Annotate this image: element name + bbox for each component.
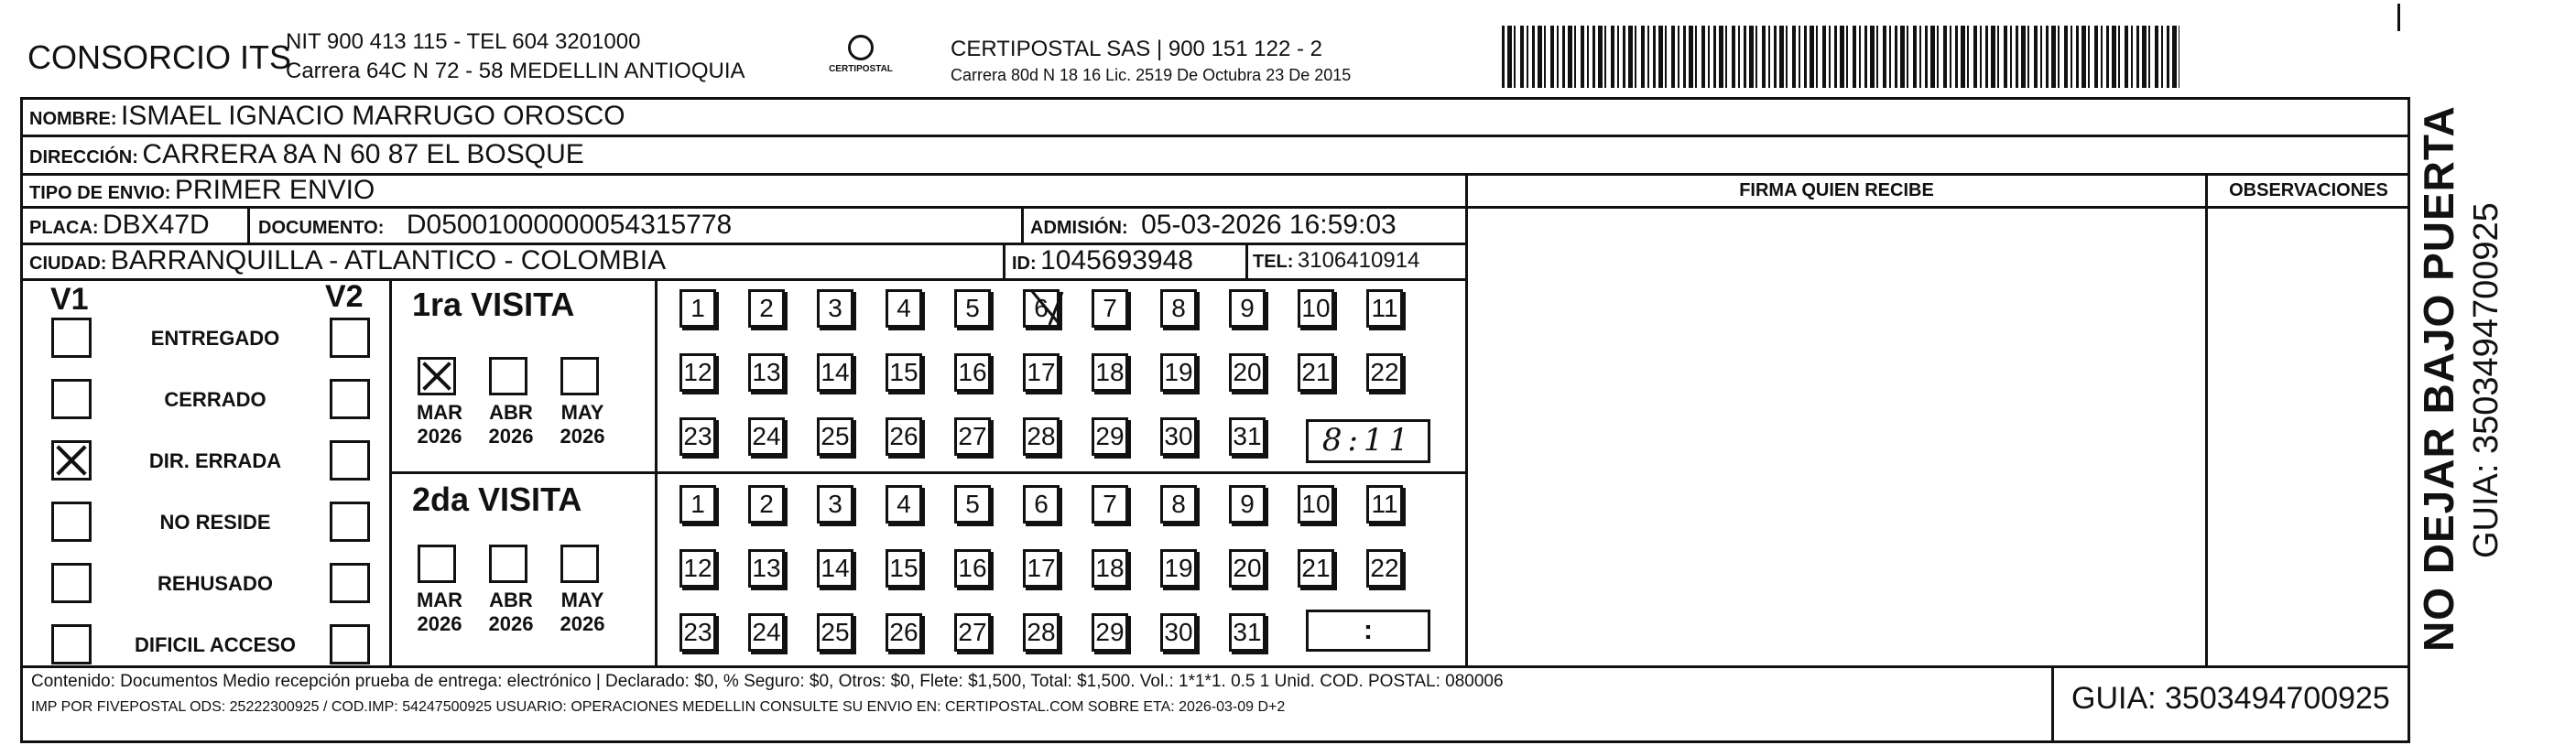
visit1-time-box: [1306, 419, 1430, 463]
day-box: [1298, 485, 1334, 524]
day-number: 4: [897, 490, 911, 518]
carrier-logo-icon: [848, 35, 874, 60]
visit1-time: 8:11: [1321, 422, 1415, 459]
admission-label: ADMISIÓN:: [1030, 218, 1128, 238]
status-label: CERRADO: [164, 388, 266, 411]
day-number: 5: [965, 490, 980, 518]
status-v2-checkbox: [330, 624, 370, 664]
day-box: [886, 549, 922, 588]
day-box: [1229, 485, 1266, 524]
day-number: 20: [1233, 554, 1262, 582]
name-label: NOMBRE:: [29, 109, 117, 129]
day-box: [1229, 353, 1266, 392]
day-number: 23: [683, 618, 712, 646]
day-number: 17: [1027, 554, 1056, 582]
day-box: [1366, 353, 1403, 392]
month-year: 2026: [560, 425, 605, 448]
document-field: [258, 207, 732, 243]
day-number: 21: [1301, 358, 1331, 386]
month-year: 2026: [417, 612, 462, 635]
barcode: [1502, 26, 2179, 88]
plate-field: [29, 207, 210, 243]
day-number: 25: [821, 618, 850, 646]
day-number: 10: [1301, 490, 1331, 518]
day-number: 12: [683, 358, 712, 386]
day-number: 29: [1095, 618, 1125, 646]
day-box: [1366, 289, 1403, 328]
city-field: [29, 243, 666, 278]
carrier-name: CERTIPOSTAL SAS | 900 151 122 - 2: [951, 37, 1322, 61]
status-v1-checkbox: [51, 624, 92, 664]
day-box: [679, 289, 716, 328]
day-number: 15: [889, 554, 918, 582]
row-divider: [20, 278, 1467, 281]
send-type-row: [29, 174, 375, 207]
day-box: [886, 417, 922, 456]
day-box: [1023, 417, 1060, 456]
status-label: ENTREGADO: [150, 327, 280, 350]
company-name: CONSORCIO ITS: [27, 38, 292, 76]
day-box: [1298, 353, 1334, 392]
day-box: [1092, 613, 1128, 652]
cell-divider: [1021, 206, 1024, 243]
day-box: [817, 485, 853, 524]
day-box: [679, 485, 716, 524]
month-checkbox: [418, 545, 456, 583]
day-number: 7: [1103, 490, 1117, 518]
day-box: [817, 353, 853, 392]
day-box: [886, 289, 922, 328]
cell-divider: [247, 206, 250, 243]
day-box: [1160, 485, 1197, 524]
id-field: [1012, 243, 1193, 278]
day-number: 19: [1164, 554, 1193, 582]
day-number: 24: [752, 422, 781, 450]
footer-guide-divider: [2051, 665, 2054, 742]
visit2-time: :: [1364, 615, 1373, 645]
day-number: 6: [1034, 490, 1049, 518]
visit2-title: 2da VISITA: [412, 481, 582, 518]
day-box: [1298, 549, 1334, 588]
tel-value: 3106410914: [1297, 248, 1420, 273]
day-box: [1160, 289, 1197, 328]
city-value: BARRANQUILLA - ATLANTICO - COLOMBIA: [110, 245, 667, 275]
day-number: 30: [1164, 422, 1193, 450]
recipient-address: CARRERA 8A N 60 87 EL BOSQUE: [142, 139, 584, 169]
signature-column-left: [1465, 173, 1468, 667]
day-box: [679, 353, 716, 392]
day-number: 27: [958, 422, 987, 450]
status-v1-checkbox: [51, 379, 92, 419]
status-v1-checkbox: [51, 502, 92, 542]
day-box: [748, 289, 785, 328]
month-year: 2026: [560, 612, 605, 635]
id-value: 1045693948: [1040, 245, 1193, 275]
id-label: ID:: [1012, 254, 1037, 274]
day-number: 11: [1371, 294, 1398, 322]
day-box: [886, 613, 922, 652]
day-number: 16: [958, 358, 987, 386]
visit2-time-box: [1306, 610, 1430, 652]
observations-column-left: [2205, 173, 2208, 667]
status-label: REHUSADO: [158, 572, 273, 595]
side-notice: NO DEJAR BAJO PUERTA: [2415, 105, 2462, 652]
tel-field: [1253, 243, 1419, 278]
day-box: [1229, 417, 1266, 456]
month-label: ABR: [489, 589, 533, 611]
month-label: MAR: [416, 401, 463, 424]
month-checkbox: [489, 545, 527, 583]
send-type: PRIMER ENVIO: [174, 175, 375, 205]
check-mark-icon: [54, 443, 89, 478]
day-number: 20: [1233, 358, 1262, 386]
day-box: [817, 289, 853, 328]
document-value: D05001000000054315778: [406, 210, 733, 240]
day-box: [1092, 353, 1128, 392]
day-box: [954, 613, 991, 652]
day-number: 9: [1240, 294, 1255, 322]
month-year: 2026: [488, 612, 534, 635]
day-mark-icon: [1022, 283, 1073, 334]
visit1-title: 1ra VISITA: [412, 286, 575, 323]
day-box: [1023, 549, 1060, 588]
day-number: 19: [1164, 358, 1193, 386]
day-box: [1092, 549, 1128, 588]
day-number: 14: [821, 358, 850, 386]
day-number: 18: [1095, 358, 1125, 386]
status-v2-checkbox: [330, 502, 370, 542]
day-box: [886, 353, 922, 392]
day-number: 22: [1370, 554, 1399, 582]
day-number: 23: [683, 422, 712, 450]
day-number: 13: [752, 554, 781, 582]
admission-field: [1030, 207, 1397, 243]
month-checkbox: [560, 545, 599, 583]
day-box: [1023, 353, 1060, 392]
day-box: [748, 417, 785, 456]
day-number: 14: [821, 554, 850, 582]
day-number: 24: [752, 618, 781, 646]
footer-content-line: Contenido: Documentos Medio recepción prueba de entrega: electrónico | Declarado: $0, % Seguro: $0, Otros: $0, Flete: $1,500, Total: $1,500. Vol.: 1*1*1. 0.5 1 Unid. COD. POSTAL: 080006: [31, 672, 1504, 691]
carrier-address: Carrera 80d N 18 16 Lic. 2519 De Octubra 23 De 2015: [951, 66, 1352, 84]
day-number: 29: [1095, 422, 1125, 450]
day-box: [748, 353, 785, 392]
carrier-logo: [829, 35, 893, 92]
company-address: Carrera 64C N 72 - 58 MEDELLIN ANTIOQUIA: [286, 59, 745, 83]
day-box: [954, 485, 991, 524]
status-label: NO RESIDE: [159, 511, 271, 534]
day-number: 8: [1171, 294, 1186, 322]
month-label: ABR: [489, 401, 533, 424]
status-v2-checkbox: [330, 563, 370, 603]
day-number: 13: [752, 358, 781, 386]
day-box: [1092, 485, 1128, 524]
day-number: 22: [1370, 358, 1399, 386]
day-box: [1160, 613, 1197, 652]
day-box: [1229, 289, 1266, 328]
address-label: DIRECCIÓN:: [29, 147, 138, 167]
month-label: MAR: [416, 589, 463, 611]
day-box: [817, 549, 853, 588]
month-checkbox: [489, 357, 527, 395]
carrier-logo-text: CERTIPOSTAL: [829, 64, 893, 74]
day-box: [1023, 289, 1060, 328]
status-v2-checkbox: [330, 440, 370, 481]
day-box: [1023, 613, 1060, 652]
status-v2-checkbox: [330, 379, 370, 419]
day-number: 8: [1171, 490, 1186, 518]
v2-header: V2: [325, 279, 364, 314]
day-number: 17: [1027, 358, 1056, 386]
day-box: [954, 417, 991, 456]
day-box: [954, 289, 991, 328]
plate-label: PLACA:: [29, 218, 99, 238]
city-label: CIUDAD:: [29, 254, 107, 274]
day-box: [1160, 353, 1197, 392]
day-number: 26: [889, 618, 918, 646]
address-row: [29, 135, 584, 174]
day-number: 10: [1301, 294, 1331, 322]
day-number: 25: [821, 422, 850, 450]
side-guide: GUIA: 3503494700925: [2467, 202, 2505, 558]
day-box: [886, 485, 922, 524]
day-box: [954, 549, 991, 588]
day-number: 28: [1027, 422, 1056, 450]
cell-divider: [1003, 243, 1005, 279]
footer-guide: GUIA: 3503494700925: [2071, 681, 2390, 716]
day-box: [748, 485, 785, 524]
day-box: [1160, 417, 1197, 456]
day-number: 31: [1233, 422, 1262, 450]
day-box: [1366, 549, 1403, 588]
day-number: 15: [889, 358, 918, 386]
send-type-label: TIPO DE ENVIO:: [29, 183, 171, 203]
visit1-months-divider: [655, 278, 658, 666]
day-box: [1298, 289, 1334, 328]
day-box: [748, 549, 785, 588]
day-box: [748, 613, 785, 652]
day-number: 30: [1164, 618, 1193, 646]
day-number: 11: [1371, 490, 1398, 518]
day-number: 21: [1301, 554, 1331, 582]
company-nit-tel: NIT 900 413 115 - TEL 604 3201000: [286, 29, 641, 54]
plate-value: DBX47D: [103, 210, 210, 240]
day-number: 4: [897, 294, 911, 322]
day-box: [817, 613, 853, 652]
month-checkbox: [560, 357, 599, 395]
day-box: [679, 417, 716, 456]
day-number: 2: [759, 294, 774, 322]
day-box: [1092, 289, 1128, 328]
cell-divider: [1245, 243, 1248, 279]
check-mark-icon: [420, 360, 453, 393]
signature-label: FIRMA QUIEN RECIBE: [1739, 180, 1934, 200]
day-number: 26: [889, 422, 918, 450]
name-row: [29, 97, 625, 135]
day-box: [954, 353, 991, 392]
day-number: 1: [690, 294, 705, 322]
status-label: DIR. ERRADA: [148, 449, 282, 472]
recipient-name: ISMAEL IGNACIO MARRUGO OROSCO: [121, 101, 625, 131]
day-box: [1023, 485, 1060, 524]
admission-value: 05-03-2026 16:59:03: [1141, 210, 1397, 240]
day-box: [1229, 549, 1266, 588]
status-v1-checkbox: [51, 318, 92, 358]
day-box: [1366, 485, 1403, 524]
observations-label: OBSERVACIONES: [2229, 180, 2388, 200]
day-box: [817, 417, 853, 456]
status-v1-checkbox: [51, 440, 92, 481]
footer-print-line: IMP POR FIVEPOSTAL ODS: 25222300925 / COD.IMP: 54247500925 USUARIO: OPERACIONES MEDELLIN CONSULTE SU ENVIO EN: CERTIPOSTAL.COM SOBRE ETA: 2026-03-09 D+2: [31, 699, 1286, 715]
day-number: 16: [958, 554, 987, 582]
month-checkbox: [418, 357, 456, 395]
status-v2-checkbox: [330, 318, 370, 358]
day-number: 27: [958, 618, 987, 646]
month-label: MAY: [560, 589, 604, 611]
day-box: [679, 613, 716, 652]
header-right-mark: [2397, 4, 2400, 31]
day-number: 28: [1027, 618, 1056, 646]
day-number: 5: [965, 294, 980, 322]
day-number: 9: [1240, 490, 1255, 518]
month-year: 2026: [417, 425, 462, 448]
day-number: 1: [690, 490, 705, 518]
day-number: 7: [1103, 294, 1117, 322]
day-box: [1229, 613, 1266, 652]
day-number: 18: [1095, 554, 1125, 582]
day-number: 31: [1233, 618, 1262, 646]
visit-divider: [389, 471, 1467, 474]
v1-header: V1: [50, 282, 89, 317]
day-box: [1092, 417, 1128, 456]
day-box: [679, 549, 716, 588]
day-number: 3: [828, 490, 842, 518]
status-v1-checkbox: [51, 563, 92, 603]
day-number: 6: [1034, 294, 1049, 322]
day-number: 2: [759, 490, 774, 518]
day-number: 3: [828, 294, 842, 322]
document-label: DOCUMENTO:: [258, 218, 385, 238]
day-number: 12: [683, 554, 712, 582]
day-box: [1160, 549, 1197, 588]
month-label: MAY: [560, 401, 604, 424]
tel-label: TEL:: [1253, 252, 1294, 272]
status-label: DIFICIL ACCESO: [134, 633, 296, 656]
month-year: 2026: [488, 425, 534, 448]
